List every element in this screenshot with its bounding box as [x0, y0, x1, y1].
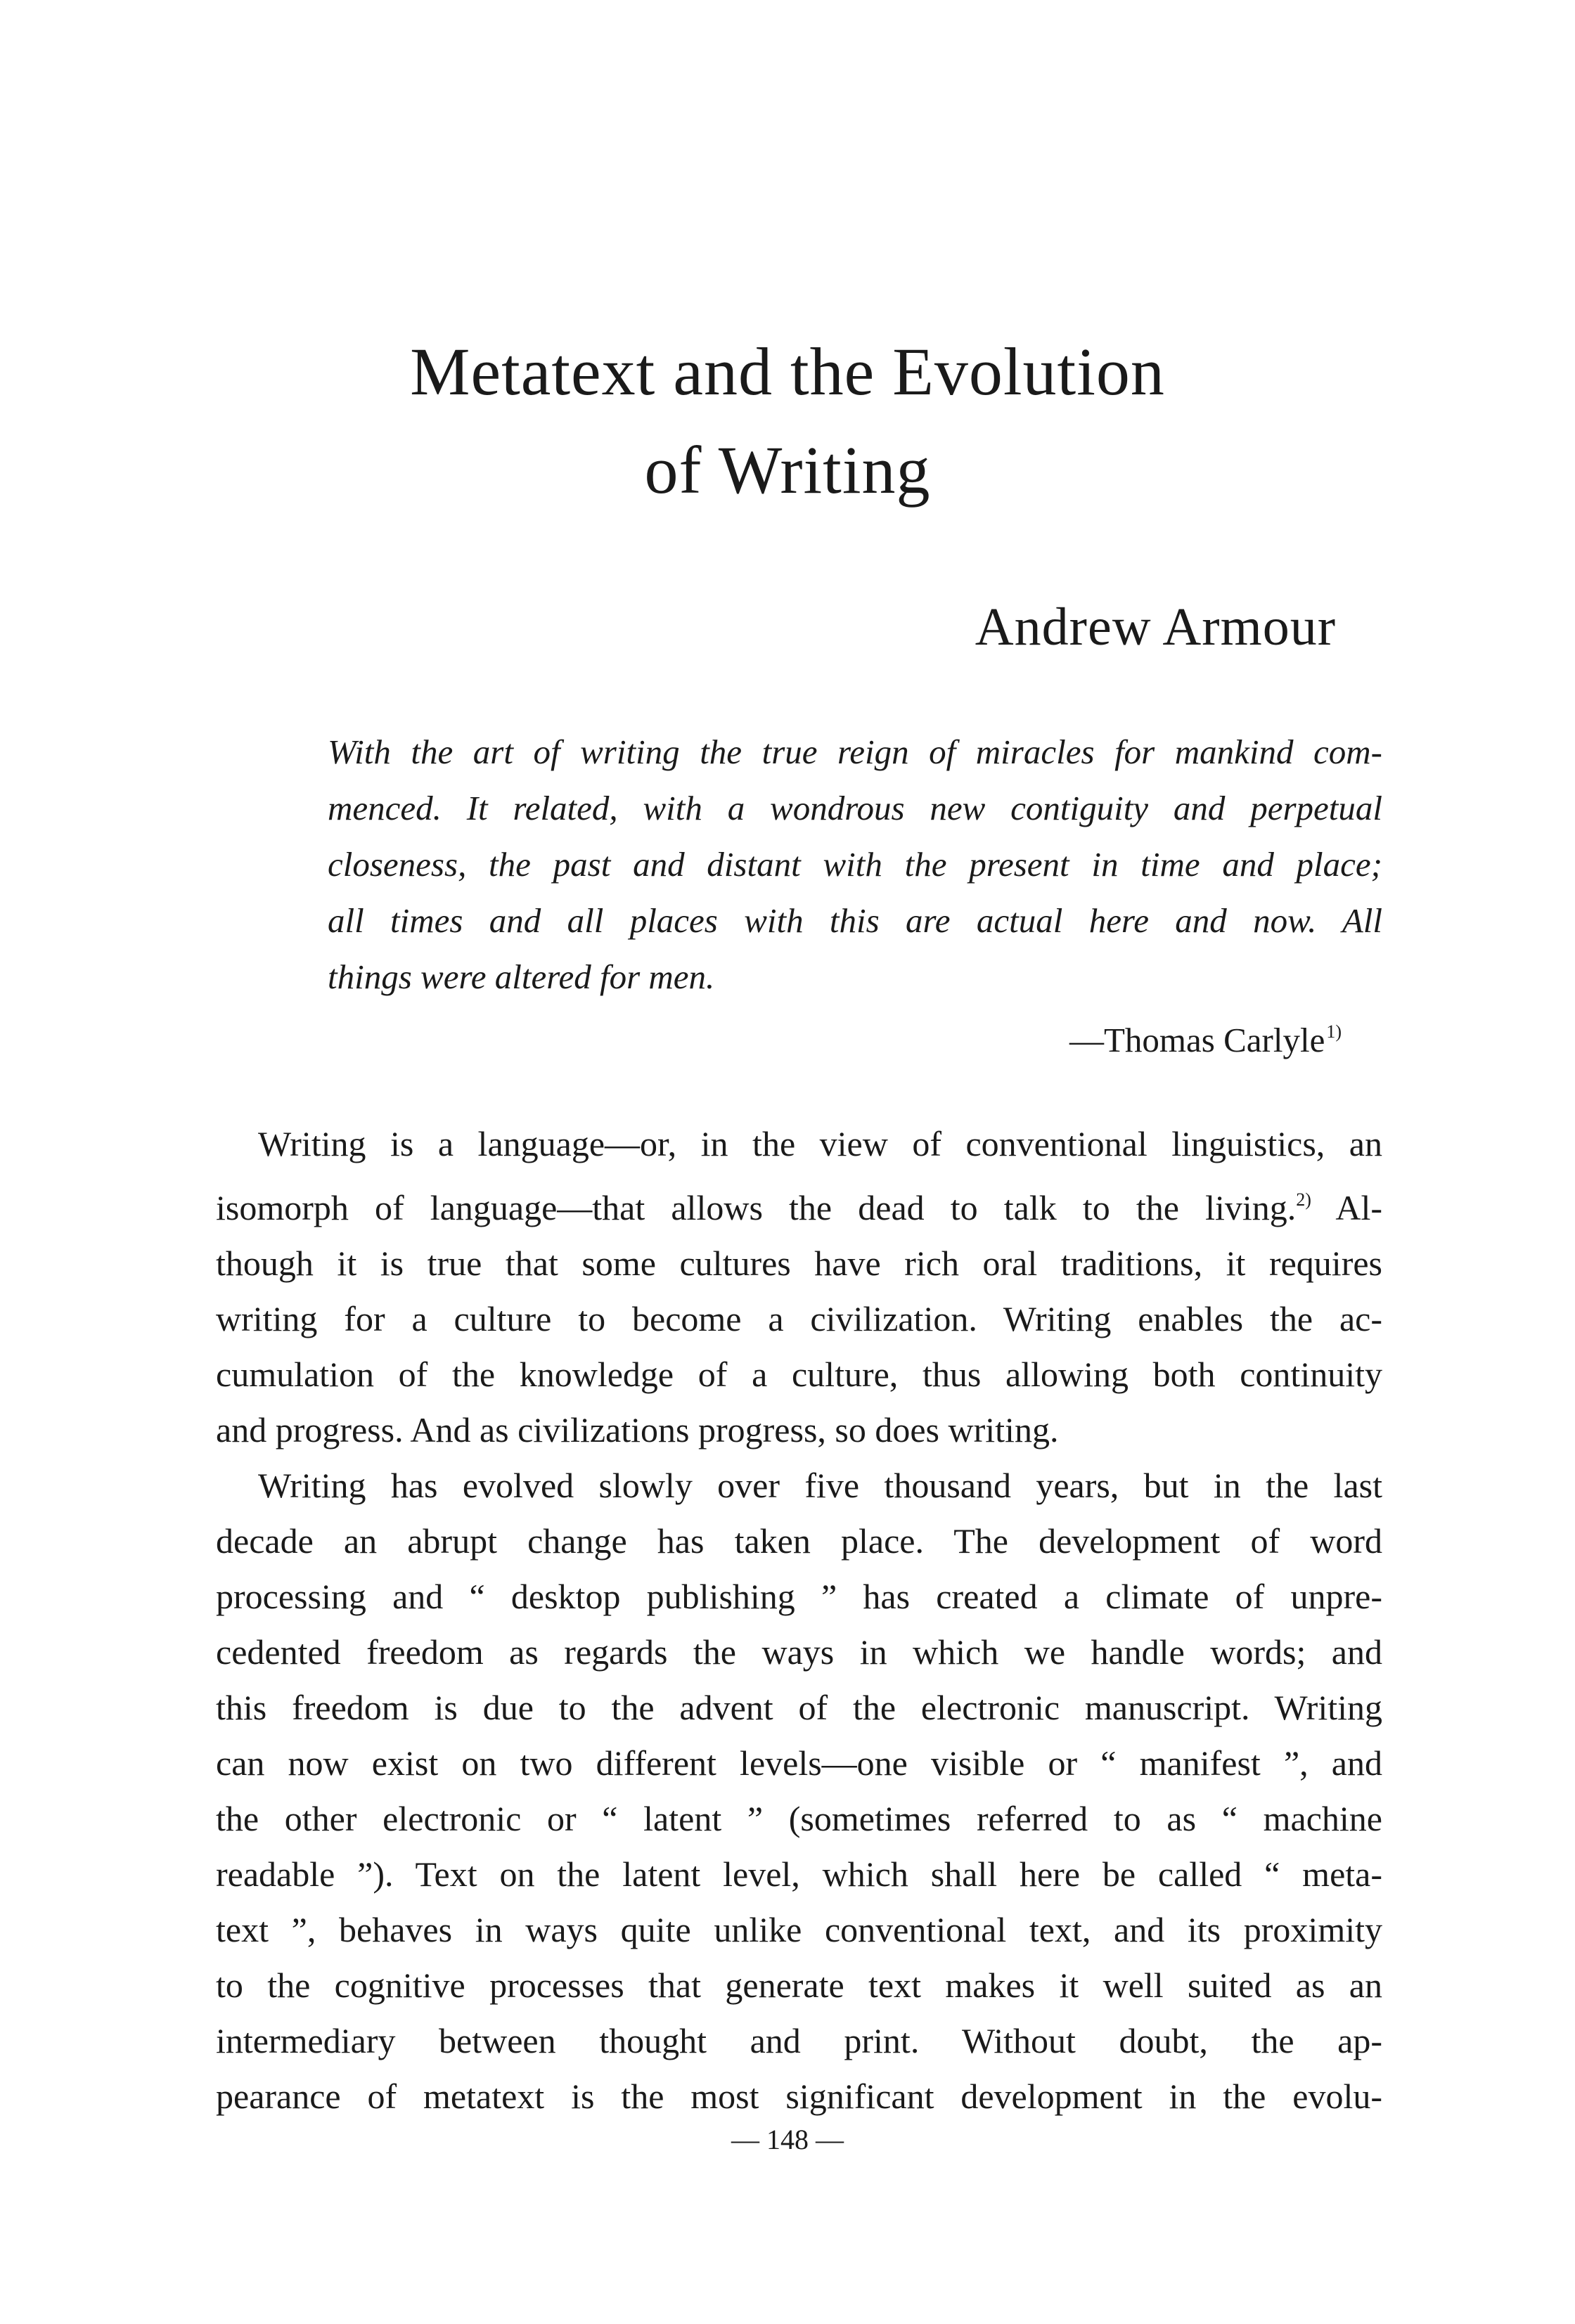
footnote-marker: 1) — [1326, 1021, 1342, 1042]
page-number: — 148 — — [731, 2124, 844, 2155]
body-line: text ”, behaves in ways quite unlike conventional text, and its proximity — [216, 1910, 1382, 1949]
footnote-marker: 2) — [1296, 1189, 1311, 1210]
body-line: decade an abrupt change has taken place. The development of word — [216, 1521, 1382, 1561]
body-line: this freedom is due to the advent of the electronic manuscript. Writing — [216, 1688, 1382, 1727]
body-line: intermediary between thought and print. Without doubt, the ap- — [216, 2021, 1382, 2060]
body-line: the other electronic or “ latent ” (sometimes referred to as “ machine — [216, 1799, 1382, 1838]
body-line: cumulation of the knowledge of a culture, thus allowing both continuity — [216, 1355, 1382, 1394]
epigraph-line: things were altered for men. — [328, 957, 715, 996]
body-text — [216, 1116, 1382, 2124]
attribution-text: —Thomas Carlyle — [1069, 1021, 1325, 1059]
epigraph-line: menced. It related, with a wondrous new contiguity and perpetual — [328, 789, 1382, 827]
title-line-2: of Writing — [644, 432, 931, 508]
body-line-text: isomorph of language—that allows the dead to talk to the living. — [216, 1188, 1297, 1227]
article-title — [0, 323, 1575, 519]
body-line: writing for a culture to become a civilization. Writing enables the ac- — [216, 1299, 1382, 1338]
body-line: Writing has evolved slowly over five thousand years, but in the last — [258, 1466, 1382, 1505]
epigraph-attribution — [1069, 1004, 1342, 1069]
body-line: and progress. And as civilizations progress, so does writing. — [216, 1410, 1059, 1450]
body-line: processing and “ desktop publishing ” has created a climate of unpre- — [216, 1577, 1382, 1616]
body-line: though it is true that some cultures have rich oral traditions, it requires — [216, 1244, 1382, 1283]
body-line: can now exist on two different levels—one visible or “ manifest ”, and — [216, 1743, 1382, 1783]
title-line-1: Metatext and the Evolution — [410, 334, 1165, 410]
epigraph-line: With the art of writing the true reign of miracles for mankind com- — [328, 732, 1382, 771]
author-name: Andrew Armour — [975, 598, 1336, 657]
body-line: cedented freedom as regards the ways in which we handle words; and — [216, 1632, 1382, 1672]
body-line: to the cognitive processes that generate text makes it well suited as an — [216, 1965, 1382, 2005]
body-line-text: Al- — [1311, 1188, 1382, 1227]
body-line: readable ”). Text on the latent level, which shall here be called “ meta- — [216, 1854, 1382, 1894]
epigraph — [328, 724, 1382, 1005]
body-line: Writing is a language—or, in the view of conventional linguistics, an — [258, 1124, 1382, 1163]
epigraph-line: all times and all places with this are actual here and now. All — [328, 901, 1382, 940]
body-line: pearance of metatext is the most significant development in the evolu- — [216, 2077, 1382, 2116]
epigraph-line: closeness, the past and distant with the present in time and place; — [328, 845, 1382, 884]
body-line — [216, 1172, 1382, 1236]
